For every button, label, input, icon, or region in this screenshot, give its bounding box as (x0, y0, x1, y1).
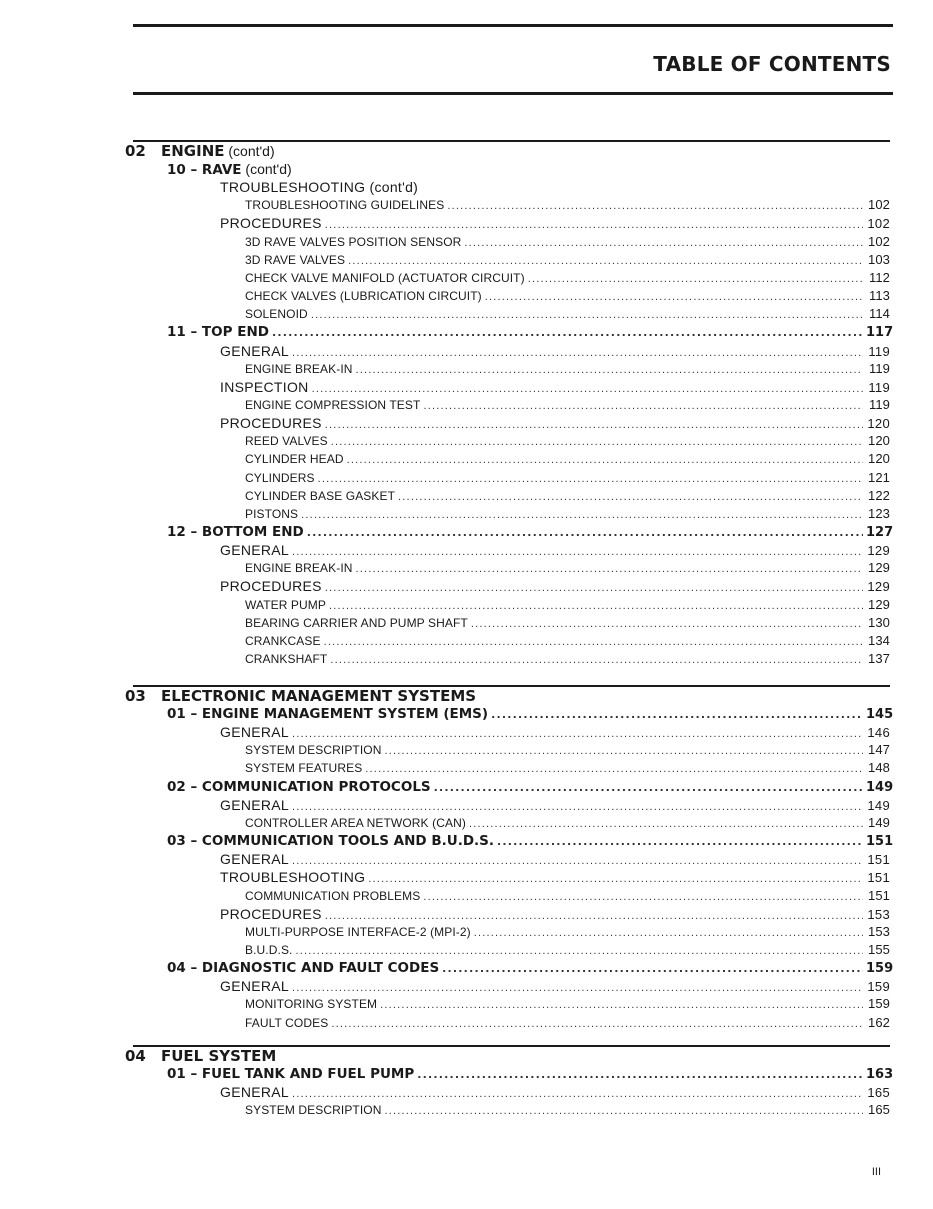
toc-entry[interactable] (220, 342, 890, 360)
toc-entry-label (245, 995, 377, 1013)
toc-entry-title: BEARING CARRIER AND PUMP SHAFT (245, 615, 468, 630)
toc-entry-page: 149 (866, 779, 894, 795)
toc-entry[interactable] (245, 487, 890, 505)
toc-entry-page: 103 (868, 251, 890, 267)
toc-entry-page: 117 (866, 325, 894, 341)
dot-leader (272, 324, 863, 342)
toc-entry-title: GENERAL (220, 796, 290, 813)
toc-entry[interactable] (245, 251, 890, 269)
toc-entry-label (245, 196, 444, 214)
toc-entry-label (220, 541, 289, 559)
toc-entry-label (245, 305, 308, 323)
toc-entry[interactable] (167, 323, 894, 341)
toc-entry-page: 102 (867, 216, 890, 232)
toc-entry-label (245, 251, 345, 269)
toc-entry-label (245, 632, 321, 650)
page-title: TABLE OF CONTENTS (653, 52, 891, 76)
toc-entry[interactable] (167, 523, 894, 541)
chapter-03 (125, 685, 890, 703)
toc-entry-title: CRANKSHAFT (245, 652, 328, 667)
dot-leader (384, 1102, 863, 1120)
toc-entry-page: 155 (868, 941, 890, 957)
toc-entry-label (245, 505, 298, 523)
toc-entry[interactable] (245, 469, 890, 487)
toc-entry-title: GENERAL (220, 342, 290, 359)
toc-entry-label (245, 450, 344, 468)
toc-entry-title: 01 – FUEL TANK AND FUEL PUMP (167, 1066, 415, 1082)
toc-entry[interactable] (245, 596, 890, 614)
toc-entry-label (245, 814, 466, 832)
toc-entry-label (245, 360, 353, 378)
toc-entry-title: 01 – ENGINE MANAGEMENT SYSTEM (EMS) (167, 706, 489, 722)
toc-entry[interactable] (167, 1065, 894, 1083)
toc-entry[interactable] (220, 178, 890, 196)
toc-entry[interactable] (220, 723, 890, 741)
toc-entry-page: 165 (867, 1085, 890, 1101)
toc-entry-title: REED VALVES (245, 434, 328, 449)
toc-entry-title: 04 – DIAGNOSTIC AND FAULT CODES (167, 960, 440, 977)
toc-entry[interactable] (245, 1101, 890, 1119)
toc-entry-label (167, 959, 439, 977)
toc-entry-title: TROUBLESHOOTING (220, 179, 366, 196)
toc-entry-title: PROCEDURES (220, 415, 322, 432)
toc-entry-label (245, 487, 395, 505)
toc-entry-label (245, 269, 525, 287)
dot-leader (356, 560, 863, 578)
dot-leader (423, 397, 863, 415)
toc-entry[interactable] (245, 505, 890, 523)
toc-entry-label (167, 1065, 414, 1083)
toc-entry-page: 137 (868, 651, 890, 667)
toc-entry[interactable] (220, 977, 890, 995)
toc-entry[interactable] (245, 995, 890, 1013)
toc-entry-label (167, 160, 292, 179)
toc-entry-title: COMMUNICATION PROBLEMS (245, 888, 421, 903)
toc-entry[interactable] (245, 233, 890, 251)
toc-entry-title: 10 – RAVE (167, 162, 242, 178)
chapter-title[interactable]: FUEL SYSTEM (161, 1047, 277, 1065)
toc-entry-page: 114 (868, 306, 890, 322)
toc-entry-page: 119 (868, 379, 890, 395)
toc-entry[interactable] (220, 378, 890, 396)
toc-entry-label (245, 941, 292, 959)
toc-entry-page: 153 (868, 923, 890, 939)
toc-entry[interactable] (220, 905, 890, 923)
toc-entry-page: 159 (868, 996, 890, 1012)
toc-entry-title: CYLINDER HEAD (245, 452, 344, 467)
dot-leader (434, 779, 863, 797)
toc-entry[interactable] (245, 432, 890, 450)
toc-entry[interactable] (220, 577, 890, 595)
dot-leader (356, 361, 863, 379)
toc-entry-label (245, 559, 353, 577)
toc-entry-page: 151 (868, 887, 890, 903)
dot-leader (469, 815, 863, 833)
toc-entry[interactable] (245, 305, 890, 323)
toc-entry-page: 102 (868, 233, 890, 249)
toc-entry-title: GENERAL (220, 542, 290, 559)
toc-entry-title: ENGINE BREAK-IN (245, 361, 353, 376)
toc-entry-label (220, 378, 309, 396)
toc-entry-page: 119 (868, 360, 890, 376)
toc-entry-label (220, 214, 322, 232)
toc-entry-title: B.U.D.S. (245, 942, 293, 957)
toc-entry-page: 129 (868, 596, 890, 612)
toc-entry-page: 120 (867, 416, 890, 432)
chapter-number: 03 (125, 687, 146, 705)
toc-entry-page: 129 (867, 543, 890, 559)
dot-leader (331, 1015, 863, 1033)
toc-entry-label (220, 342, 289, 360)
toc-entry-label (220, 868, 365, 886)
toc-entry-page: 159 (867, 979, 890, 995)
toc-entry-label (167, 323, 269, 341)
dot-leader (474, 924, 863, 942)
toc-entry-label (245, 287, 482, 305)
toc-entry-title: CHECK VALVES (LUBRICATION CIRCUIT) (245, 289, 482, 304)
toc-entry-page: 162 (868, 1014, 890, 1030)
toc-entry[interactable] (245, 923, 890, 941)
dot-leader (442, 960, 863, 978)
toc-entry-title: WATER PUMP (245, 597, 326, 612)
toc-entry-page: 112 (868, 269, 890, 285)
dot-leader (324, 633, 863, 651)
toc-entry-page: 159 (866, 961, 894, 977)
toc-entry-label (220, 1083, 289, 1101)
dot-leader (423, 888, 863, 906)
toc-entry-title: ENGINE COMPRESSION TEST (245, 397, 421, 412)
toc-entry[interactable] (220, 214, 890, 232)
toc-entry-title: 3D RAVE VALVES POSITION SENSOR (245, 234, 462, 249)
dot-leader (528, 270, 863, 288)
toc-entry[interactable] (245, 1014, 890, 1032)
toc-entry-label (220, 905, 322, 923)
toc-entry-title: MONITORING SYSTEM (245, 997, 378, 1012)
toc-entry-page: 148 (868, 760, 890, 776)
toc-entry-page: 122 (868, 487, 890, 503)
toc-entry-title: 02 – COMMUNICATION PROTOCOLS (167, 778, 431, 795)
dot-leader (384, 742, 863, 760)
toc-entry-label (245, 923, 471, 941)
toc-entry-label (245, 1101, 381, 1119)
toc-entry-label (220, 796, 289, 814)
toc-entry-title: SYSTEM FEATURES (245, 761, 363, 776)
toc-entry[interactable] (245, 360, 890, 378)
toc-entry-page: 165 (868, 1102, 890, 1118)
toc-entry[interactable] (220, 414, 890, 432)
toc-entry[interactable] (245, 887, 890, 905)
dot-leader (329, 597, 863, 615)
toc-entry-title: CYLINDERS (245, 470, 315, 485)
toc-entry[interactable] (245, 941, 890, 959)
toc-entry-page: 119 (868, 343, 890, 359)
toc-entry-title: CYLINDER BASE GASKET (245, 488, 396, 503)
toc-entry-page: 129 (868, 560, 890, 576)
toc-entry[interactable] (245, 450, 890, 468)
chapter-heading (125, 142, 275, 160)
toc-entry-title: GENERAL (220, 1084, 290, 1101)
dot-leader (485, 288, 863, 306)
toc-entry[interactable] (220, 850, 890, 868)
toc-entry[interactable] (167, 705, 894, 723)
toc-entry-title: TROUBLESHOOTING (220, 869, 366, 886)
toc-entry-label (245, 596, 326, 614)
toc-entry-page: 113 (868, 288, 890, 304)
toc-entry-title: 3D RAVE VALVES (245, 252, 346, 267)
dot-leader (497, 833, 863, 851)
toc-entry-label (245, 741, 381, 759)
page-number: III (871, 1166, 881, 1178)
toc-entry[interactable] (220, 541, 890, 559)
toc-entry-page: 121 (868, 469, 890, 485)
toc-entry-label (220, 850, 289, 868)
toc-entry-page: 129 (867, 579, 890, 595)
toc-entry-title: GENERAL (220, 724, 290, 741)
toc-entry[interactable] (245, 650, 890, 668)
toc-entry-title: SYSTEM DESCRIPTION (245, 1103, 382, 1118)
toc-entry[interactable] (245, 559, 890, 577)
toc-entry-title: INSPECTION (220, 378, 309, 395)
chapter-02 (125, 140, 890, 158)
chapter-suffix: (cont'd) (224, 143, 275, 159)
toc-entry[interactable] (245, 741, 890, 759)
toc-entry-title: ENGINE BREAK-IN (245, 561, 353, 576)
toc-entry[interactable] (220, 796, 890, 814)
dot-leader (330, 651, 863, 669)
dot-leader (471, 615, 863, 633)
toc-entry-title: PROCEDURES (220, 215, 322, 232)
toc-entry-page: 130 (868, 614, 890, 630)
toc-entry-label (245, 759, 362, 777)
chapter-number: 02 (125, 142, 146, 160)
chapter-title[interactable]: ENGINE (161, 142, 225, 160)
toc-entry-page: 127 (866, 525, 894, 540)
dot-leader (295, 942, 863, 960)
toc-entry-suffix: (cont'd) (241, 161, 292, 177)
toc-entry[interactable] (167, 778, 894, 796)
toc-entry[interactable] (245, 396, 890, 414)
chapter-04 (125, 1045, 890, 1063)
toc-entry-page: 120 (868, 433, 890, 449)
dot-leader (307, 524, 863, 542)
chapter-number: 04 (125, 1047, 146, 1065)
dot-leader (380, 996, 863, 1014)
toc-entry-label (167, 778, 431, 796)
toc-entry-page: 163 (866, 1067, 894, 1082)
toc-entry-label (245, 650, 327, 668)
toc-entry-title: TROUBLESHOOTING GUIDELINES (245, 198, 445, 213)
toc-entry[interactable] (167, 959, 894, 977)
toc-entry-title: SOLENOID (245, 307, 308, 322)
toc-entry-page: 134 (868, 632, 890, 648)
toc-entry-label (220, 178, 418, 196)
toc-entry-label (220, 577, 322, 595)
chapter-heading (125, 1047, 276, 1065)
toc-entry-label (220, 414, 322, 432)
chapter-heading (125, 687, 476, 705)
dot-leader (318, 470, 863, 488)
dot-leader (417, 1066, 863, 1084)
toc-entry-page: 153 (867, 906, 890, 922)
toc-entry-page: 149 (868, 814, 890, 830)
toc-entry-page: 123 (868, 505, 890, 521)
toc-entry-label (245, 1014, 328, 1032)
dot-leader (464, 234, 863, 252)
dot-leader (331, 433, 863, 451)
dot-leader (365, 760, 863, 778)
toc-entry-page: 119 (868, 396, 890, 412)
toc-entry-label (245, 614, 468, 632)
toc-entry[interactable] (245, 269, 890, 287)
toc-entry-label (167, 523, 304, 541)
toc-entry-title: PROCEDURES (220, 905, 322, 922)
toc-entry-label (245, 396, 420, 414)
toc-entry-label (220, 723, 289, 741)
dot-leader (347, 451, 863, 469)
dot-leader (311, 306, 863, 324)
toc-entry[interactable] (245, 632, 890, 650)
toc-entry-page: 151 (867, 870, 890, 886)
chapter-title[interactable]: ELECTRONIC MANAGEMENT SYSTEMS (161, 687, 477, 705)
toc-entry-page: 146 (867, 725, 890, 741)
toc-entry-page: 145 (866, 707, 894, 722)
toc-entry[interactable] (167, 160, 890, 178)
toc-entry-title: GENERAL (220, 851, 290, 868)
toc-entry[interactable] (167, 832, 894, 850)
toc-entry-label (245, 469, 315, 487)
toc-entry[interactable] (245, 287, 890, 305)
dot-leader (447, 197, 863, 215)
toc-entry-page: 149 (867, 797, 890, 813)
toc-entry-title: PISTONS (245, 506, 299, 521)
toc-entry-page: 120 (868, 451, 890, 467)
toc-entry-page: 147 (868, 742, 890, 758)
toc-entry-label (167, 705, 488, 723)
toc-entry-title: CONTROLLER AREA NETWORK (CAN) (245, 815, 466, 830)
toc-entry-title: 11 – TOP END (167, 324, 269, 341)
toc-entry-title: 03 – COMMUNICATION TOOLS AND B.U.D.S. (167, 833, 495, 850)
toc-entry[interactable] (245, 759, 890, 777)
toc-entry-title: CRANKCASE (245, 633, 321, 648)
toc-entry[interactable] (245, 196, 890, 214)
toc-entry[interactable] (245, 814, 890, 832)
toc-entry-page: 102 (868, 197, 890, 213)
toc-entry-label (245, 887, 420, 905)
toc-entry[interactable] (220, 1083, 890, 1101)
toc-entry-title: 12 – BOTTOM END (167, 524, 304, 540)
toc-entry-label (245, 432, 328, 450)
dot-leader (348, 252, 863, 270)
toc-entry-title: SYSTEM DESCRIPTION (245, 743, 382, 758)
toc-entry[interactable] (220, 868, 890, 886)
toc-entry-suffix: (cont'd) (365, 179, 419, 196)
dot-leader (398, 488, 863, 506)
toc-entry-label (245, 233, 461, 251)
toc-entry-label (167, 832, 494, 850)
toc-entry-page: 151 (867, 852, 890, 868)
toc-entry-label (220, 977, 289, 995)
dot-leader (301, 506, 863, 524)
toc-entry-title: CHECK VALVE MANIFOLD (ACTUATOR CIRCUIT) (245, 270, 525, 285)
toc-entry-title: FAULT CODES (245, 1015, 329, 1030)
toc-entry-title: MULTI-PURPOSE INTERFACE-2 (MPI-2) (245, 924, 471, 939)
toc-entry[interactable] (245, 614, 890, 632)
dot-leader (491, 706, 863, 724)
toc-entry-title: PROCEDURES (220, 578, 322, 595)
toc-entry-title: GENERAL (220, 978, 290, 995)
toc-entry-page: 151 (866, 834, 894, 850)
